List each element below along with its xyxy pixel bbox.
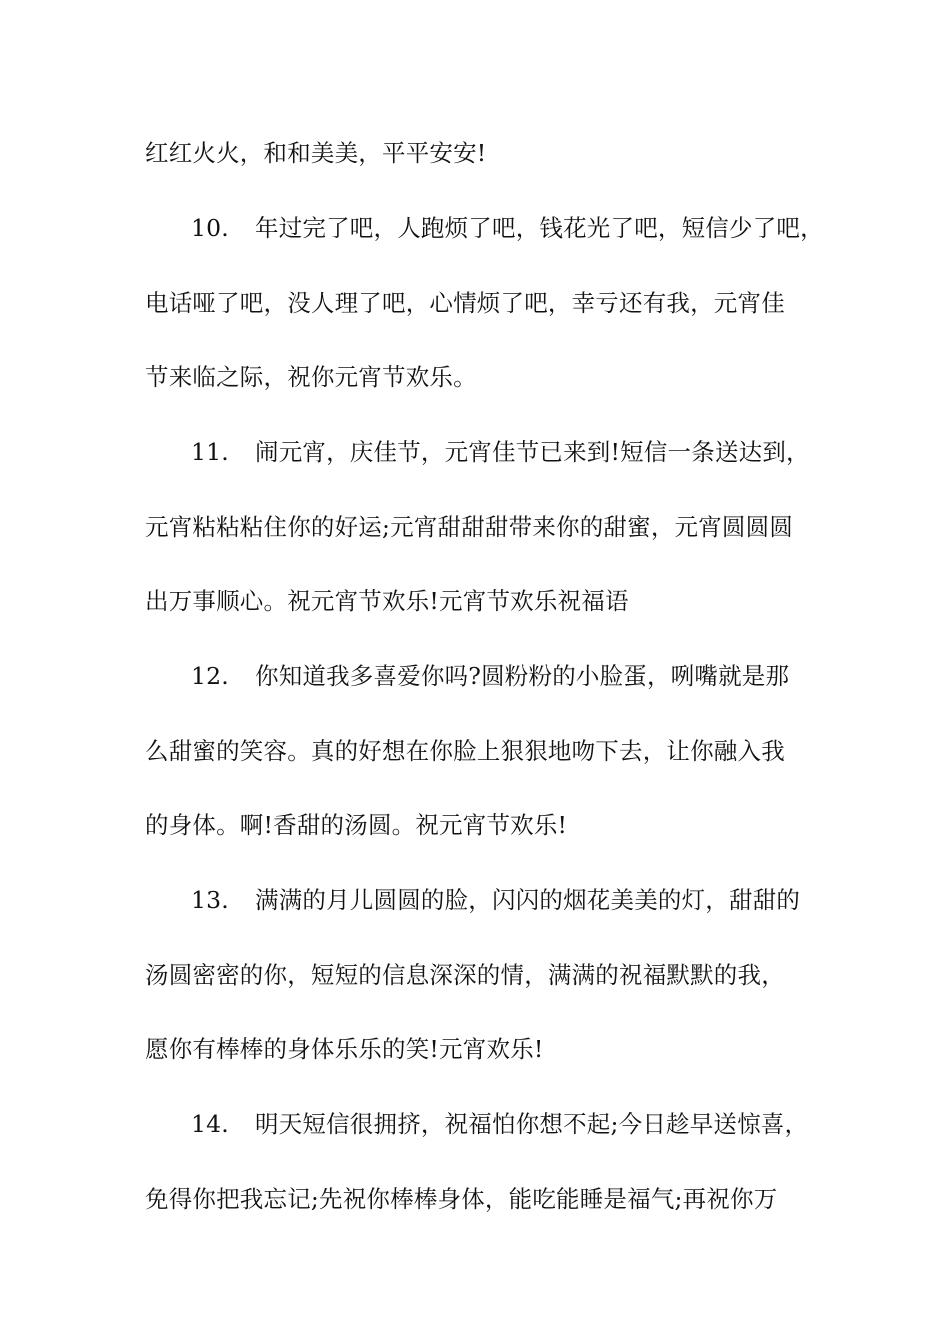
- text-line: [145, 512, 845, 542]
- text-line: [145, 138, 845, 168]
- list-item-13-first-line: [191, 885, 891, 915]
- item-number: 14.: [191, 1110, 229, 1138]
- list-item-10-first-line: [191, 213, 891, 243]
- line-text: 你知道我多喜爱你吗?圆粉粉的小脸蛋，咧嘴就是那: [255, 662, 790, 690]
- line-text: 闹元宵，庆佳节，元宵佳节已来到!短信一条送达到，: [255, 438, 810, 466]
- line-text: 红红火火，和和美美，平平安安!: [145, 139, 487, 167]
- line-text: 年过完了吧，人跑烦了吧，钱花光了吧，短信少了吧，: [255, 214, 824, 242]
- text-line: [145, 288, 845, 318]
- text-line: [145, 960, 845, 990]
- text-line: [145, 736, 845, 766]
- text-line: [145, 362, 845, 392]
- line-text: 满满的月儿圆圆的脸，闪闪的烟花美美的灯，甜甜的: [255, 886, 801, 914]
- text-line: [145, 586, 845, 616]
- line-text: 出万事顺心。祝元宵节欢乐!元宵节欢乐祝福语: [145, 587, 629, 615]
- line-text: 元宵粘粘粘住你的好运;元宵甜甜甜带来你的甜蜜，元宵圆圆圆: [145, 513, 794, 541]
- line-text: 么甜蜜的笑容。真的好想在你脸上狠狠地吻下去，让你融入我: [145, 737, 785, 765]
- line-text: 电话哑了吧，没人理了吧，心情烦了吧，幸亏还有我，元宵佳: [145, 289, 785, 317]
- list-item-14-first-line: [191, 1109, 891, 1139]
- line-text: 节来临之际，祝你元宵节欢乐。: [145, 363, 477, 391]
- item-number: 11.: [191, 438, 229, 466]
- line-text: 汤圆密密的你，短短的信息深深的情，满满的祝福默默的我，: [145, 961, 785, 989]
- line-text: 的身体。啊!香甜的汤圆。祝元宵节欢乐!: [145, 811, 568, 839]
- line-text: 明天短信很拥挤，祝福怕你想不起;今日趁早送惊喜，: [255, 1110, 809, 1138]
- text-line: [145, 1034, 845, 1064]
- item-number: 10.: [191, 214, 229, 242]
- list-item-12-first-line: [191, 661, 891, 691]
- text-line: [145, 810, 845, 840]
- list-item-11-first-line: [191, 437, 891, 467]
- line-text: 愿你有棒棒的身体乐乐的笑!元宵欢乐!: [145, 1035, 544, 1063]
- text-line: [145, 1184, 845, 1214]
- line-text: 免得你把我忘记;先祝你棒棒身体，能吃能睡是福气;再祝你万: [145, 1185, 778, 1213]
- item-number: 12.: [191, 662, 229, 690]
- item-number: 13.: [191, 886, 229, 914]
